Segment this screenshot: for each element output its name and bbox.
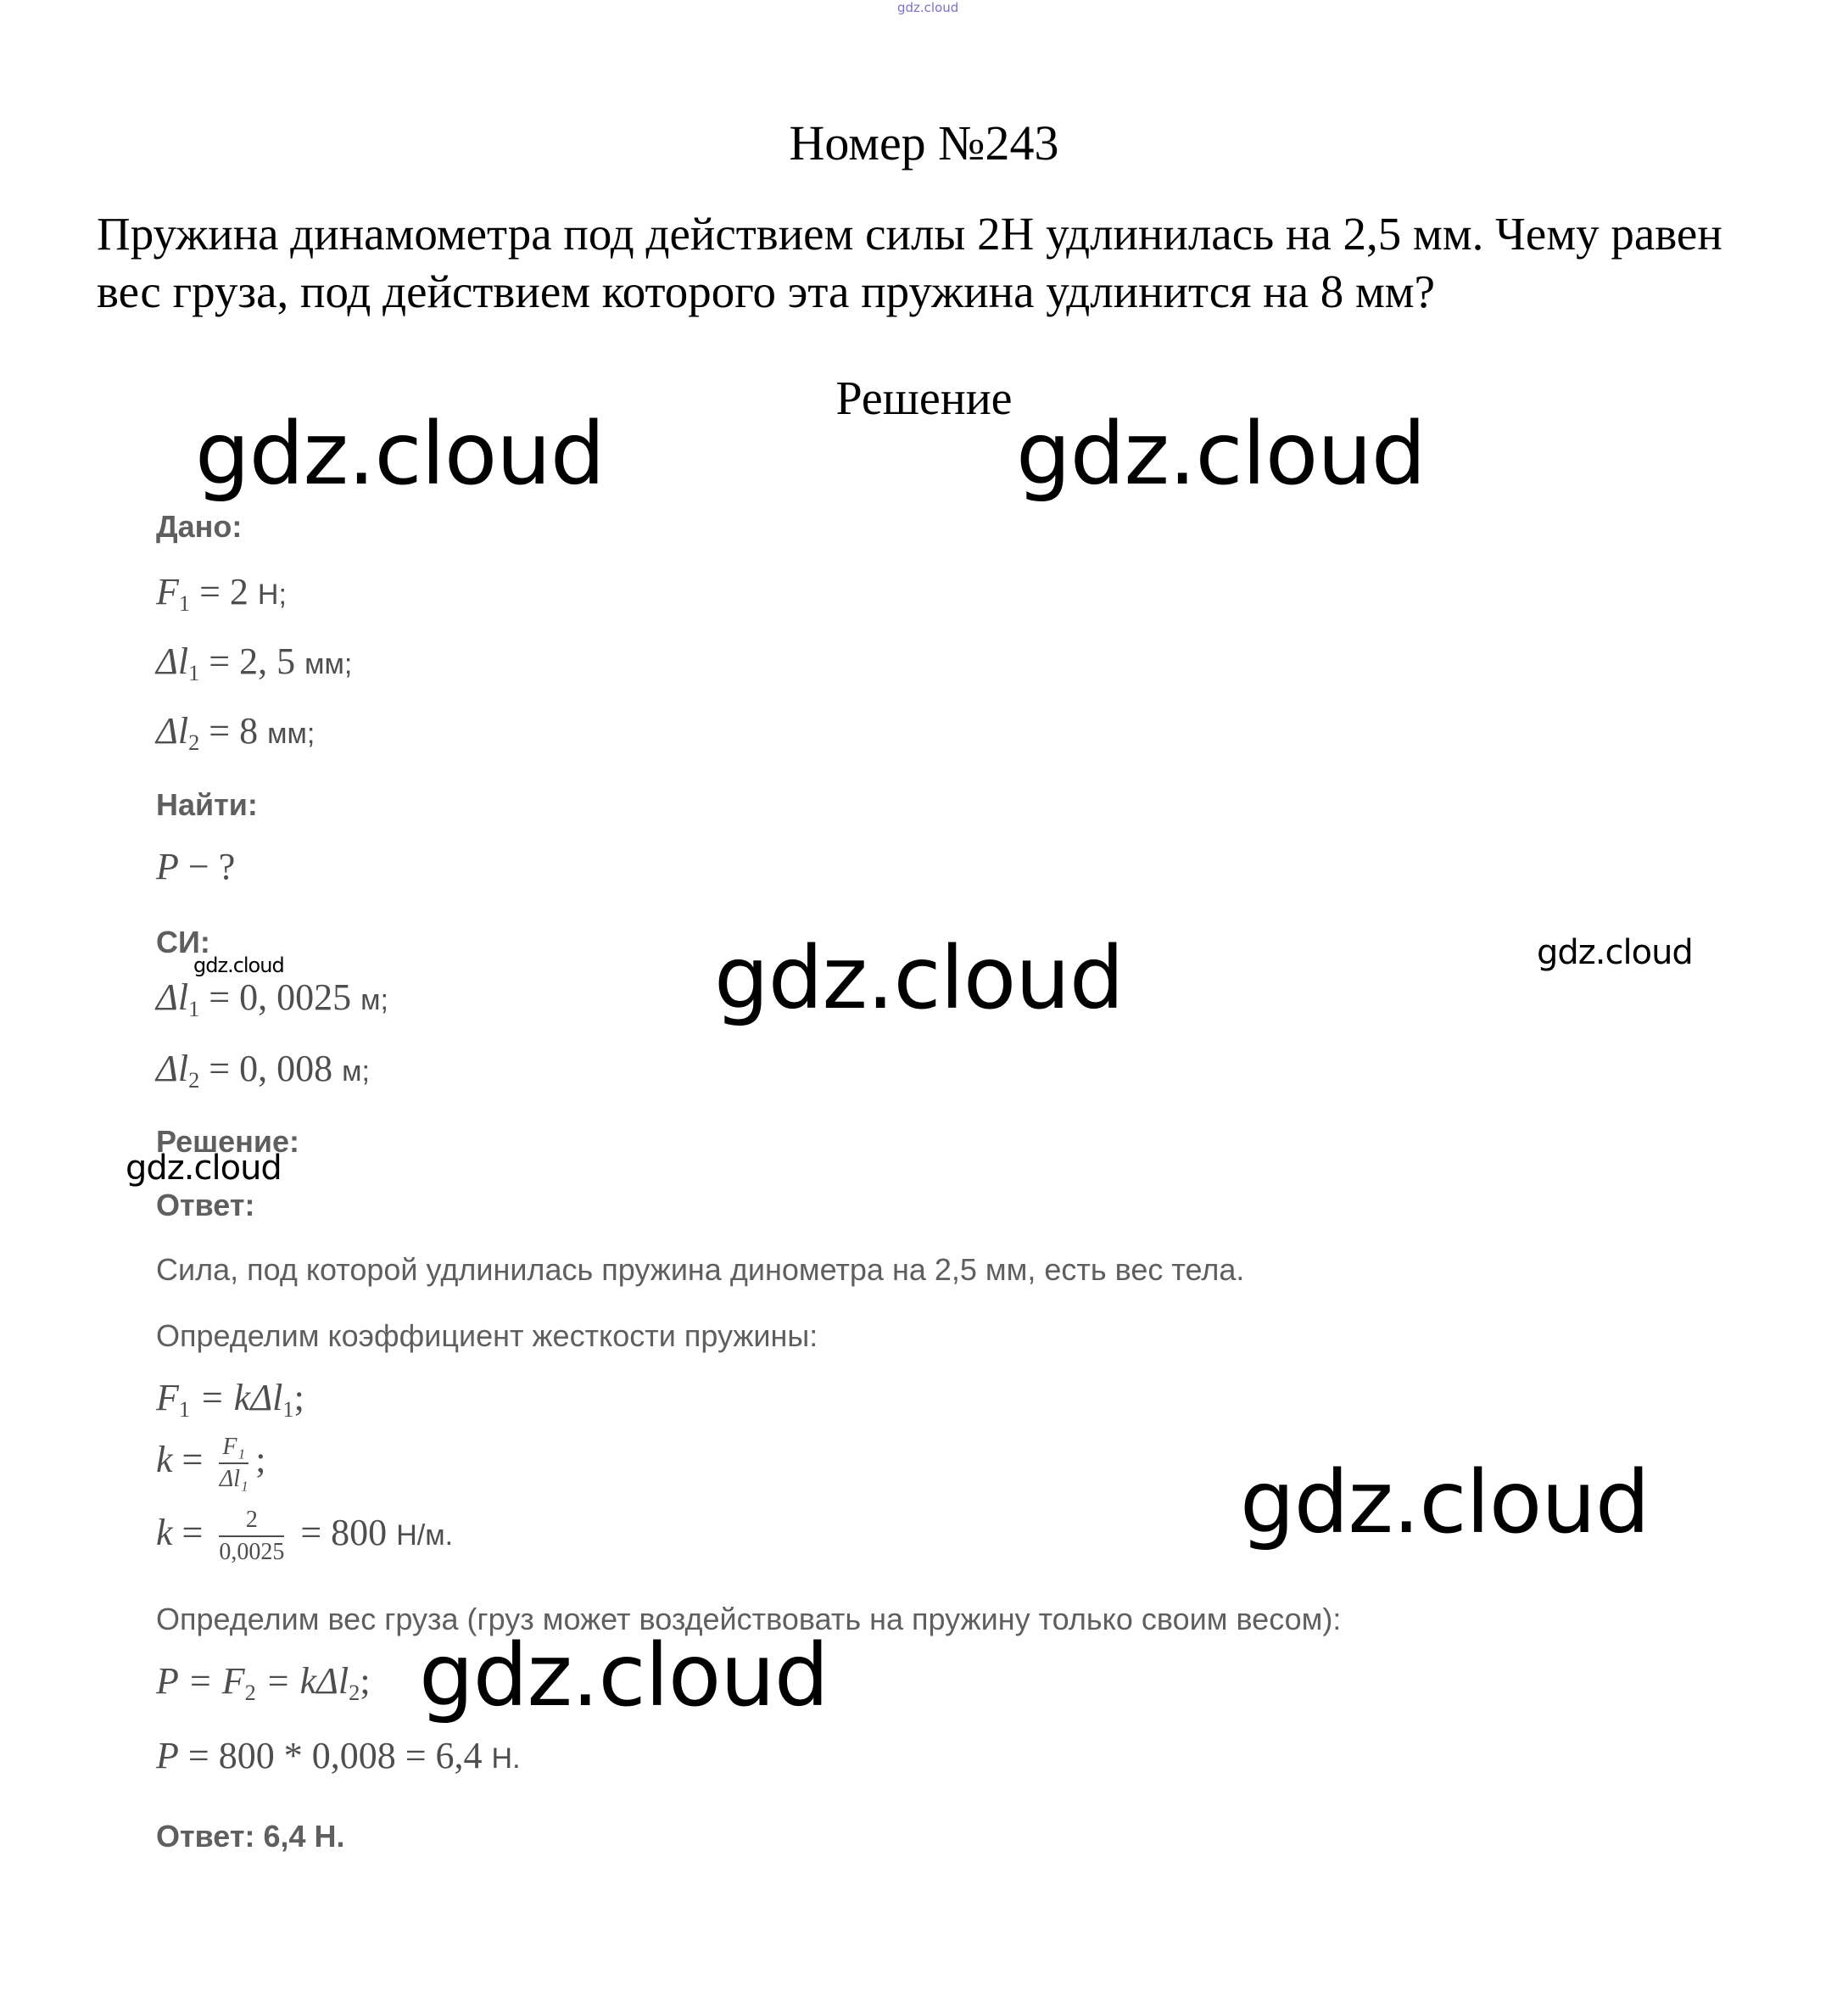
equation-2: k = $\frac{\text{F₁}}{\text{Δl₁}}$ ; xyxy=(156,1434,266,1492)
si-label: СИ: xyxy=(156,925,210,959)
watermark: gdz.cloud xyxy=(1537,933,1693,972)
given-f1: $F_1 = 2$ Н; xyxy=(156,571,287,616)
equation-1: $F_1 = k\Delta l_1$; xyxy=(156,1377,304,1422)
fraction: $\frac{2}{0,0025}$ xyxy=(219,1507,285,1565)
si-dl2: $\Delta l_2 = 0$, 008 м; xyxy=(156,1048,370,1093)
equation-4: $P = F_2 = k\Delta l_2$; xyxy=(156,1660,371,1705)
watermark: gdz.cloud xyxy=(195,404,605,505)
find-p: P − ? xyxy=(156,846,236,887)
given-label: Дано: xyxy=(156,509,243,544)
given-dl2: $\Delta l_2 = 8$ мм; xyxy=(156,710,315,755)
solution-line-3: Определим вес груза (груз может воздействовать на пружину только своим весом): xyxy=(156,1602,1342,1636)
equation-5: P = 800 * 0,008 = 6,4 Н. xyxy=(156,1735,521,1776)
solution-line-2: Определим коэффициент жесткости пружины: xyxy=(156,1318,818,1353)
page-title: Номер №243 xyxy=(789,115,1059,171)
solution-label: Решение: xyxy=(156,1124,300,1159)
watermark: gdz.cloud xyxy=(193,953,284,977)
si-dl1: $\Delta l_1 = 0$, 0025 м; xyxy=(156,976,388,1021)
final-answer: Ответ: 6,4 Н. xyxy=(156,1819,345,1854)
answer-label: Ответ: xyxy=(156,1188,255,1222)
watermark: gdz.cloud xyxy=(1240,1452,1650,1553)
find-label: Найти: xyxy=(156,787,258,822)
watermark: gdz.cloud xyxy=(714,928,1124,1029)
watermark: gdz.cloud xyxy=(419,1625,829,1726)
problem-text: Пружина динамометра под действием силы 2Н удлинилась на 2,5 мм. Чему равен вес груза, под действием которого эта пружина удлинится на 8 мм? xyxy=(97,208,1722,317)
solution-line-1: Сила, под которой удлинилась пружина динометра на 2,5 мм, есть вес тела. xyxy=(156,1252,1245,1287)
equation-3: k = $\frac{2}{0,0025}$ = 800 Н/м. xyxy=(156,1507,454,1565)
watermark: gdz.cloud xyxy=(1016,404,1426,505)
watermark: gdz.cloud xyxy=(126,1149,282,1188)
given-dl1: $\Delta l_1 = 2$, 5 мм; xyxy=(156,640,353,685)
solution-heading: Решение xyxy=(835,372,1013,425)
fraction: $\frac{\text{F₁}}{\text{Δl₁}}$ xyxy=(219,1434,248,1492)
top-watermark: gdz.cloud xyxy=(897,0,959,15)
